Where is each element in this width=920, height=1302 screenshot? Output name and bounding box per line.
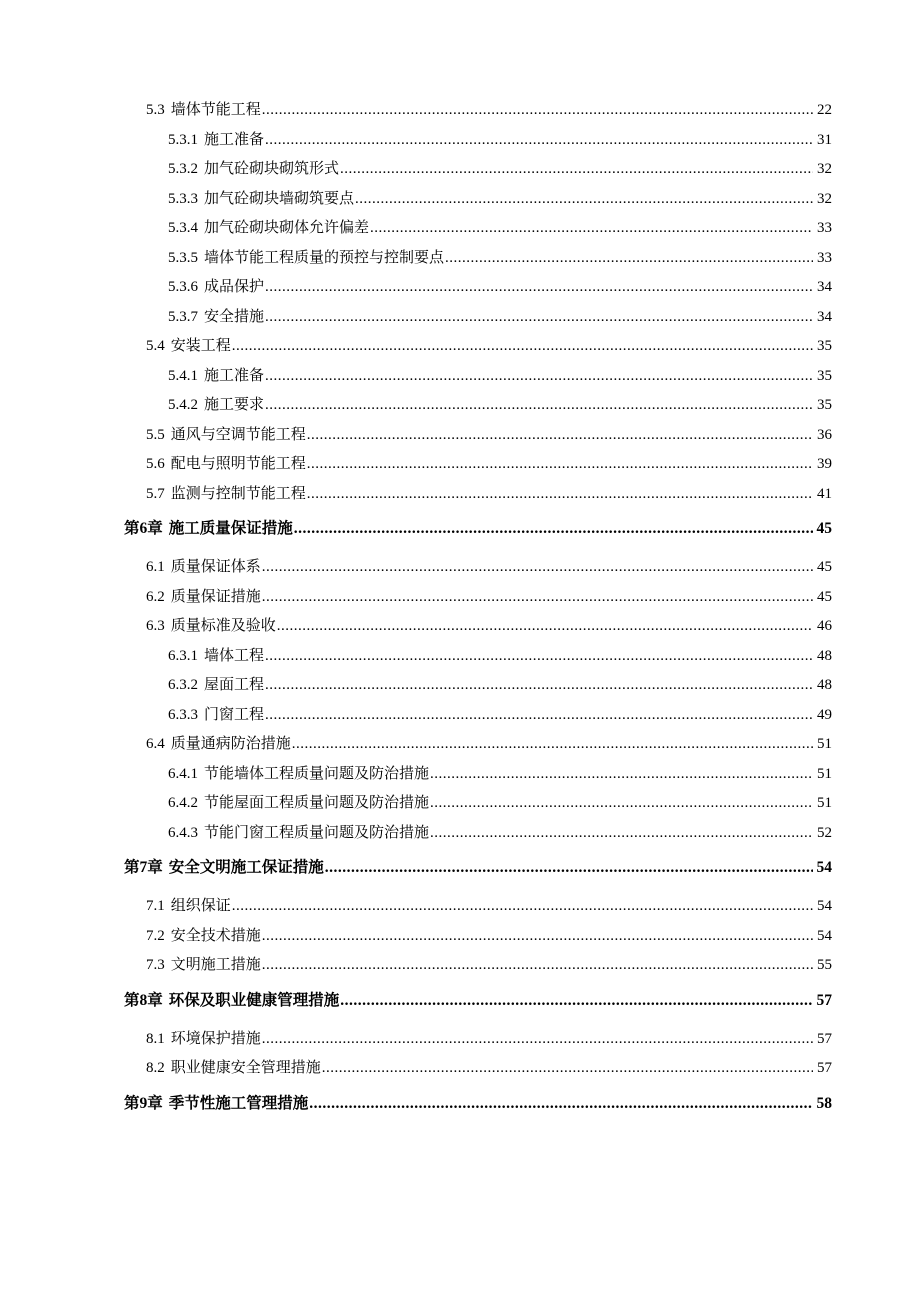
toc-entry-6-4-2[interactable] — [168, 789, 832, 819]
toc-title: 组织保证 — [170, 898, 231, 914]
dot-leader — [265, 362, 813, 392]
toc-chapter-7[interactable] — [124, 848, 832, 887]
toc-entry-5-3-7[interactable] — [168, 303, 832, 333]
toc-entry-5-3-1[interactable] — [168, 126, 832, 156]
toc-entry-5-3-3[interactable] — [168, 185, 832, 215]
toc-title: 通风与空调节能工程 — [170, 426, 306, 443]
dot-leader — [445, 244, 813, 274]
toc-entry-7-3[interactable] — [146, 951, 832, 981]
dot-leader — [265, 391, 813, 421]
dot-leader — [232, 892, 813, 922]
toc-number: 5.3.1 — [168, 131, 198, 148]
toc-number: 7.2 — [146, 927, 165, 944]
toc-title: 配电与照明节能工程 — [170, 456, 306, 472]
toc-number: 6.3.1 — [168, 647, 198, 664]
dot-leader — [265, 126, 813, 156]
toc-number: 5.6 — [146, 456, 165, 472]
toc-page-number: 39 — [817, 456, 832, 472]
toc-page-number: 51 — [817, 765, 832, 782]
toc-entry-6-3-1[interactable] — [168, 642, 832, 672]
dot-leader — [265, 671, 813, 701]
dot-leader — [294, 509, 813, 548]
toc-entry-5-7[interactable] — [146, 480, 832, 510]
toc-page-number: 41 — [817, 485, 832, 502]
dot-leader — [265, 303, 813, 333]
toc-page-number: 51 — [817, 795, 832, 811]
toc-entry-7-1[interactable] — [146, 892, 832, 922]
toc-number: 5.4 — [146, 338, 165, 354]
toc-page-number: 58 — [816, 1094, 832, 1112]
toc-number: 8.2 — [146, 1060, 165, 1076]
toc-number: 6.3 — [146, 618, 165, 634]
toc-title: 门窗工程 — [204, 706, 265, 723]
toc-page-number: 48 — [817, 677, 832, 693]
toc-title: 施工准备 — [204, 367, 265, 384]
dot-leader — [307, 480, 813, 510]
toc-title: 质量标准及验收 — [170, 618, 276, 634]
toc-entry-8-2[interactable] — [146, 1054, 832, 1084]
toc-page-number: 35 — [817, 367, 832, 384]
dot-leader — [340, 155, 813, 185]
toc-number: 5.3.5 — [168, 249, 198, 266]
toc-number: 6.4 — [146, 736, 165, 752]
toc-page-number: 35 — [817, 397, 832, 413]
toc-title: 质量保证措施 — [170, 588, 261, 605]
toc-page-number: 34 — [817, 279, 832, 295]
toc-number: 6.3.2 — [168, 677, 198, 693]
toc-page-number: 49 — [817, 706, 832, 723]
toc-title: 季节性施工管理措施 — [168, 1094, 309, 1112]
table-of-contents — [0, 96, 920, 1123]
dot-leader — [322, 1054, 813, 1084]
dot-leader — [430, 789, 813, 819]
toc-page-number: 55 — [817, 957, 832, 973]
dot-leader — [262, 951, 813, 981]
toc-title: 施工准备 — [204, 131, 265, 148]
toc-entry-8-1[interactable] — [146, 1025, 832, 1055]
toc-page-number: 48 — [817, 647, 832, 664]
toc-page-number: 35 — [817, 338, 832, 354]
toc-entry-6-3[interactable] — [146, 612, 832, 642]
toc-number: 7.3 — [146, 957, 165, 973]
toc-chapter-6[interactable] — [124, 509, 832, 548]
toc-number: 5.3.2 — [168, 161, 198, 177]
dot-leader — [309, 1084, 813, 1123]
toc-title: 安装工程 — [170, 338, 231, 354]
toc-page-number: 32 — [817, 190, 832, 207]
toc-entry-5-3-4[interactable] — [168, 214, 832, 244]
toc-title: 安全技术措施 — [170, 927, 261, 944]
toc-number: 5.4.2 — [168, 397, 198, 413]
toc-number: 5.3.6 — [168, 279, 198, 295]
toc-title: 加气砼砌块墙砌筑要点 — [204, 190, 355, 207]
dot-leader — [262, 96, 813, 126]
dot-leader — [307, 421, 813, 451]
toc-entry-5-3-2[interactable] — [168, 155, 832, 185]
toc-title: 墙体节能工程 — [170, 102, 261, 118]
toc-page-number: 45 — [817, 559, 832, 575]
toc-number: 5.3.3 — [168, 190, 198, 207]
toc-number: 第6章 — [124, 520, 163, 537]
toc-number: 5.3 — [146, 102, 165, 118]
dot-leader — [265, 701, 813, 731]
dot-leader — [277, 612, 813, 642]
toc-page-number: 46 — [817, 618, 832, 634]
toc-page-number: 57 — [816, 991, 832, 1009]
toc-entry-6-4-3[interactable] — [168, 819, 832, 849]
dot-leader — [262, 583, 813, 613]
dot-leader — [340, 981, 813, 1020]
toc-page-number: 51 — [817, 736, 832, 752]
toc-page-number: 22 — [817, 102, 832, 118]
toc-number: 6.1 — [146, 559, 165, 575]
toc-number: 5.7 — [146, 485, 165, 502]
toc-entry-6-2[interactable] — [146, 583, 832, 613]
toc-title: 监测与控制节能工程 — [170, 485, 306, 502]
toc-entry-6-4-1[interactable] — [168, 760, 832, 790]
toc-title: 墙体工程 — [204, 647, 265, 664]
toc-entry-5-3[interactable] — [146, 96, 832, 126]
toc-entry-6-3-3[interactable] — [168, 701, 832, 731]
toc-number: 7.1 — [146, 898, 165, 914]
toc-number: 8.1 — [146, 1030, 165, 1047]
toc-entry-5-5[interactable] — [146, 421, 832, 451]
toc-title: 职业健康安全管理措施 — [170, 1060, 321, 1076]
toc-page-number: 31 — [817, 131, 832, 148]
toc-title: 节能门窗工程质量问题及防治措施 — [204, 824, 430, 841]
toc-entry-5-4[interactable] — [146, 332, 832, 362]
toc-page-number: 45 — [816, 520, 832, 537]
toc-title: 安全措施 — [204, 308, 265, 325]
toc-entry-6-1[interactable] — [146, 553, 832, 583]
toc-number: 第7章 — [124, 859, 163, 876]
dot-leader — [370, 214, 813, 244]
toc-title: 成品保护 — [204, 279, 265, 295]
toc-title: 加气砼砌块砌体允许偏差 — [204, 220, 370, 236]
dot-leader — [292, 730, 813, 760]
toc-title: 加气砼砌块砌筑形式 — [204, 161, 340, 177]
toc-entry-5-6[interactable] — [146, 450, 832, 480]
toc-page-number: 33 — [817, 249, 832, 266]
toc-number: 6.4.2 — [168, 795, 198, 811]
toc-title: 屋面工程 — [204, 677, 265, 693]
toc-page-number: 57 — [817, 1030, 832, 1047]
toc-number: 5.5 — [146, 426, 165, 443]
toc-page-number: 54 — [817, 898, 832, 914]
dot-leader — [430, 760, 813, 790]
toc-title: 墙体节能工程质量的预控与控制要点 — [204, 249, 445, 266]
dot-leader — [262, 1025, 813, 1055]
toc-entry-6-4[interactable] — [146, 730, 832, 760]
toc-page-number: 33 — [817, 220, 832, 236]
toc-entry-6-3-2[interactable] — [168, 671, 832, 701]
toc-title: 文明施工措施 — [170, 957, 261, 973]
toc-number: 第9章 — [124, 1094, 163, 1112]
toc-number: 6.4.3 — [168, 824, 198, 841]
toc-chapter-8[interactable] — [124, 981, 832, 1020]
toc-title: 质量保证体系 — [170, 559, 261, 575]
toc-number: 6.4.1 — [168, 765, 198, 782]
toc-title: 环境保护措施 — [170, 1030, 261, 1047]
dot-leader — [232, 332, 813, 362]
toc-number: 6.3.3 — [168, 706, 198, 723]
toc-number: 5.3.7 — [168, 308, 198, 325]
dot-leader — [355, 185, 813, 215]
toc-number: 第8章 — [124, 991, 163, 1009]
toc-entry-5-3-6[interactable] — [168, 273, 832, 303]
dot-leader — [262, 553, 813, 583]
toc-page-number: 54 — [816, 859, 832, 876]
toc-chapter-9[interactable] — [124, 1084, 832, 1123]
toc-entry-5-4-2[interactable] — [168, 391, 832, 421]
toc-page-number: 32 — [817, 161, 832, 177]
toc-entry-5-3-5[interactable] — [168, 244, 832, 274]
toc-title: 安全文明施工保证措施 — [168, 859, 324, 876]
toc-number: 5.3.4 — [168, 220, 198, 236]
toc-page-number: 52 — [817, 824, 832, 841]
dot-leader — [265, 273, 813, 303]
toc-title: 施工质量保证措施 — [168, 520, 293, 537]
dot-leader — [265, 642, 813, 672]
toc-page-number: 36 — [817, 426, 832, 443]
dot-leader — [325, 848, 813, 887]
toc-entry-7-2[interactable] — [146, 922, 832, 952]
toc-number: 5.4.1 — [168, 367, 198, 384]
toc-page-number: 54 — [817, 927, 832, 944]
dot-leader — [262, 922, 813, 952]
toc-title: 节能墙体工程质量问题及防治措施 — [204, 765, 430, 782]
toc-title: 质量通病防治措施 — [170, 736, 291, 752]
toc-title: 节能屋面工程质量问题及防治措施 — [204, 795, 430, 811]
toc-page-number: 57 — [817, 1060, 832, 1076]
toc-title: 环保及职业健康管理措施 — [168, 991, 340, 1009]
dot-leader — [307, 450, 813, 480]
toc-page-number: 45 — [817, 588, 832, 605]
dot-leader — [430, 819, 813, 849]
toc-entry-5-4-1[interactable] — [168, 362, 832, 392]
toc-title: 施工要求 — [204, 397, 265, 413]
toc-page-number: 34 — [817, 308, 832, 325]
toc-number: 6.2 — [146, 588, 165, 605]
